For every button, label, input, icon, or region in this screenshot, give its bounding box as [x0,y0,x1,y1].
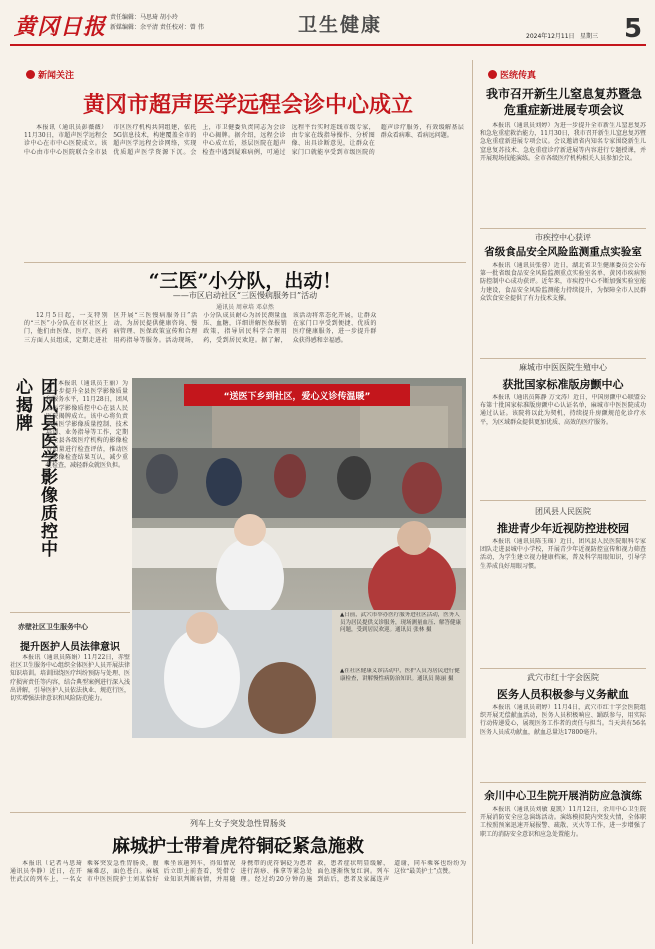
right-s4-body: 本报讯（通讯员陈玉瑶）近日，团风县人民医院眼科专家团队走进县城中小学校，开展青少年近视防控宣传和视力筛查活动，为学生建立视力健康档案，普及科学用眼知识，引导学生养成良好用眼习惯。 [480,538,646,570]
right-s5-title: 医务人员积极参与义务献血 [497,688,629,701]
macheng-title: 麻城护士带着虎符铜砭紧急施救 [112,836,364,857]
macheng-kicker: 列车上女子突发急性胃肠炎 [190,819,286,828]
right-s3-body: 本报讯（通讯员陈静 万文涛）近日，中国房颤中心联盟公布第十批国家标准版房颤中心认证名单，麻城市中医医院成功通过认证。该院将以此为契机，持续提升房颤规范化诊疗水平，为区域群众提供更加优质、高效的医疗服务。 [480,394,646,426]
right-s2-kicker: 市疾控中心获评 [535,233,591,242]
divider [10,612,130,613]
page-number: 5 [624,14,643,44]
photo-person [402,462,442,514]
tuanfeng-title: 团风县医学影像质控中心揭牌 [12,378,57,558]
right-s5-body: 本报讯（通讯员胡婷）11月4日，武穴市红十字会医院组织开展无偿献血活动，医务人员积极响应、踊跃参与，用实际行动传递爱心，展现医务工作者的责任与担当。当天共有56名医务人员成功献血，献血总量达17800毫升。 [480,704,646,736]
issue-date: 2024年12月11日 [526,33,575,40]
chibi-body: 本报讯（通讯员陈娟）11月22日，赤壁社区卫生服务中心组织全体医护人员开展法律知识培训。培训围绕医疗纠纷预防与处理、医疗损害责任等内容，结合典型案例进行深入浅出讲解，引导医护人员依法执业、规范行医，切实增强法律意识和风险防范能力。 [10,654,130,703]
divider [480,358,646,359]
issue-weekday: 星期三 [580,33,599,40]
tag-bullet-icon [488,70,497,79]
right-s3-kicker: 麻城市中医医院生殖中心 [519,363,607,372]
tag-bullet-icon [26,70,35,79]
macheng-body: 本报讯（记者马思琦 通讯员李静）近日，在开往武汉的列车上，一名女乘客突发急性胃肠炎，腹痛难忍，面色苍白。麻城市中医医院护士刘某恰好乘坐该趟列车，得知情况后立即上前查看，凭借专业知识判断病情，并用随身携带的虎符铜砭为患者进行刮痧、推拿等紧急处理。经过约20分钟的施救，患者症状明显缓解，面色逐渐恢复红润。列车到站后，患者及家属连声道谢，同车乘客也纷纷为这位“最美护士”点赞。 [10,860,466,884]
divider [480,668,646,669]
right-tag: 医统传真 [488,68,536,81]
right-s5-kicker: 武穴市红十字会医院 [527,673,599,682]
editor-line-1: 责任编辑：马思琦 胡小玲 [110,14,178,21]
photo-caption: ▲日前，武穴市举办医疗服务进社区活动，医务人员为居民提供义诊服务，现场测量血压、解答健康问题，受到居民欢迎。通讯员 张林 摄 [340,612,462,633]
divider [480,500,646,501]
photo-patient-head [397,521,431,555]
sanxian-body: 12月5日起，一支特别的“三医”小分队在市区社区上门，他们由医保、医疗、医药三方面人员组成，定期走进社区开展“三医慢病服务日”活动，为居民提供健康咨询、慢病管理、医保政策宣传和合理用药指导等服务。活动现场，小分队成员耐心为居民测量血压、血糖，详细讲解医保报销政策，指导居民科学合理用药，受到居民欢迎。据了解，该活动将常态化开展，让群众在家门口享受到便捷、优质的医疗健康服务，进一步提升群众获得感和幸福感。 [24,312,377,344]
right-s4-kicker: 团风县人民医院 [535,507,591,516]
right-s2-body: 本报讯（通讯员张蓉）近日，湖北省卫生健康委员会公布第一批省级食品安全风险监测重点实验室名单，黄冈市疾病预防控制中心成功获评。近年来，市疾控中心不断加强实验室能力建设，食品安全风险监测能力持续提升，为保障全市人民群众饮食安全提供了有力技术支撑。 [480,262,646,302]
masthead [0,0,655,52]
masthead-rule [10,44,646,46]
divider [24,262,466,263]
section-title: 卫生健康 [298,14,383,36]
news-headline: 黄冈市超声医学远程会诊中心成立 [82,92,413,118]
divider [10,812,466,813]
divider [480,228,646,229]
sanxian-byline: 通讯员 周章培 邓卓然 [216,304,274,311]
news-body: 本报讯（通讯员彭薇薇）11月30日，市超声医学远程会诊中心在市中心医院成立。该中心由市中心医院联合全市县市区医疗机构共同组建，依托5G信息技术，构建覆盖全市的超声医学远程会诊网络，实现优质超声医学资源下沉。会上，市卫健委负责同志为会诊中心揭牌。据介绍，远程会诊中心成立后，基层医院在超声检查中遇到疑难病例，可通过远程平台实时连线市级专家，由专家在线指导操作、分析图像、出具诊断意见，让群众在家门口就能享受到市级医院的超声诊疗服务，有效缓解基层群众看病难、看病远问题。 [24,124,464,156]
right-s2-title: 省级食品安全风险监测重点实验室 [484,246,642,258]
divider [480,782,646,783]
right-s4-title: 推进青少年近视防控进校园 [497,522,629,535]
photo-inset-head [186,612,218,644]
newspaper-logo: 黄冈日报 [14,14,107,40]
right-column-rule [472,60,473,944]
chibi-title: 提升医护人员法律意识 [20,642,120,653]
right-s6-title: 余川中心卫生院开展消防应急演练 [484,790,642,802]
right-s6-body: 本报讯（通讯员刘敏 夏凯）11月12日，余川中心卫生院开展消防安全应急演练活动。演练模拟院内突发火情，全体职工按照预案迅速开展报警、疏散、灭火等工作，进一步增强了职工的消防安全意识和应急处置能力。 [480,806,646,838]
chibi-tag: 赤壁社区卫生服务中心 [18,623,88,631]
banner-text: “送医下乡到社区，爱心义诊传温暖” [223,392,371,402]
photo-person [337,456,371,500]
right-s1-body: 本报讯（通讯员刘婷）为进一步提升全市新生儿窒息复苏和急危重症救治能力，11月30日，我市召开新生儿窒息复苏暨急危重症新进展专项会议。会议邀请省内知名专家围绕新生儿窒息复苏技术、急危重症诊疗新进展等内容进行专题授课，并开展现场技能演练。全市各级医疗机构相关人员参加会议。 [480,122,646,162]
sanxian-subtitle: ——市区启动社区“三医慢病服务日”活动 [172,291,318,300]
sanxian-title: “三医”小分队，出动！ [148,270,342,292]
photo-person [206,458,242,506]
photo-caption-2: ▲在社区健康义诊活动中，医护人员为居民进行健康检查，讲解慢性病防治知识。通讯员 陈丽 摄 [340,668,460,682]
right-s1-title: 我市召开新生儿窒息复苏暨急危重症新进展专项会议 [485,87,642,117]
photo-nurse-head [234,514,266,546]
right-s3-title: 获批国家标准版房颤中心 [502,378,624,391]
news-tag: 新闻关注 [26,68,74,81]
photo-person [274,454,306,498]
photo-nurse [216,538,284,618]
tuanfeng-body: 本报讯（通讯员王丽）为进一步提升全县医学影像质量和服务水平，11月28日，团风县医学影像质控中心在县人民医院揭牌成立。该中心将负责全县医学影像质量控制、技术培训、业务指导等工作，定期对全县各级医疗机构的影像检查质量进行检查评估，推动医学影像检查结果互认，减少重复检查，减轻群众就医负担。 [46,380,128,470]
photo-person [146,454,178,494]
editor-line-2: 新媒编辑：余平清 责任校对：曾 伟 [110,24,204,31]
photo-inset-patient [248,662,316,734]
